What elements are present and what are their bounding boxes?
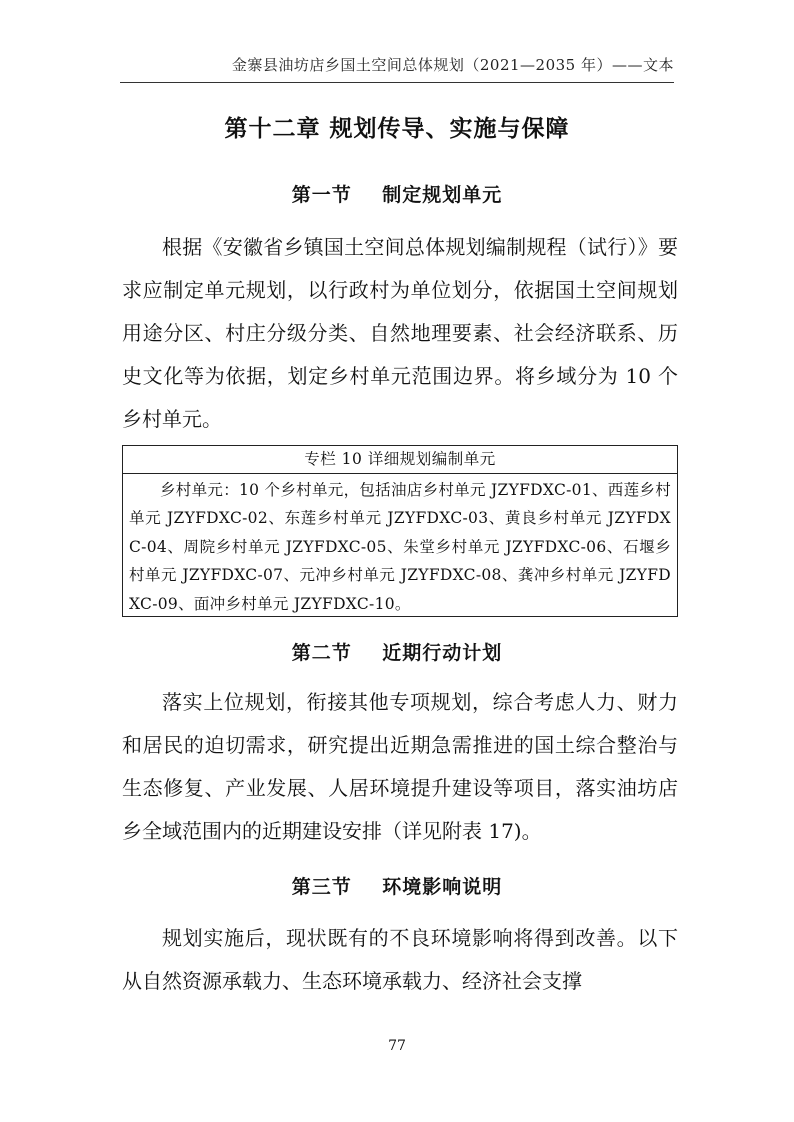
chapter-title: 第十二章 规划传导、实施与保障	[224, 116, 570, 142]
page-number: 77	[388, 1038, 406, 1054]
column-box	[122, 445, 678, 617]
paragraph: 落实上位规划，衔接其他专项规划，综合考虑人力、财力和居民的迫切需求，研究提出近期急需推进的国土综合整治与生态修复、产业发展、人居环境提升建设等项目，落实油坊店乡全域范围内的近期建设安排（详见附表 17)。	[122, 690, 678, 843]
section-heading-environment-impact: 第三节 环境影响说明	[291, 876, 503, 898]
paragraph: 根据《安徽省乡镇国土空间总体规划编制规程（试行）》要求应制定单元规划，以行政村为单位划分，依据国土空间规划用途分区、村庄分级分类、自然地理要素、社会经济联系、历史文化等为依据，划定乡村单元范围边界。将乡域分为 10 个乡村单元。	[122, 235, 678, 431]
column-box-title: 专栏 10 详细规划编制单元	[123, 446, 677, 474]
section-body-environment-impact	[122, 917, 678, 1003]
running-header: 金寨县油坊店乡国土空间总体规划（2021—2035 年）——文本	[120, 52, 674, 83]
paragraph: 规划实施后，现状既有的不良环境影响将得到改善。以下从自然资源承载力、生态环境承载力、经济社会支撑	[122, 926, 678, 993]
section-heading-planning-units: 第一节 制定规划单元	[291, 184, 503, 206]
section-heading-near-term-plan: 第二节 近期行动计划	[291, 642, 503, 664]
section-body-planning-units	[122, 226, 678, 441]
section-body-near-term-plan	[122, 681, 678, 853]
column-box-body: 乡村单元：10 个乡村单元，包括油店乡村单元 JZYFDXC-01、西莲乡村单元 JZYFDXC-02、东莲乡村单元 JZYFDXC-03、黄良乡村单元 JZYFDXC-04、周院乡村单元 JZYFDXC-05、朱堂乡村单元 JZYFDXC-06、石堰乡村单元 JZYFDXC-07、元冲乡村单元 JZYFDXC-08、龚冲乡村单元 JZYFDXC-09、面冲乡村单元 JZYFDXC-10。	[129, 481, 671, 613]
